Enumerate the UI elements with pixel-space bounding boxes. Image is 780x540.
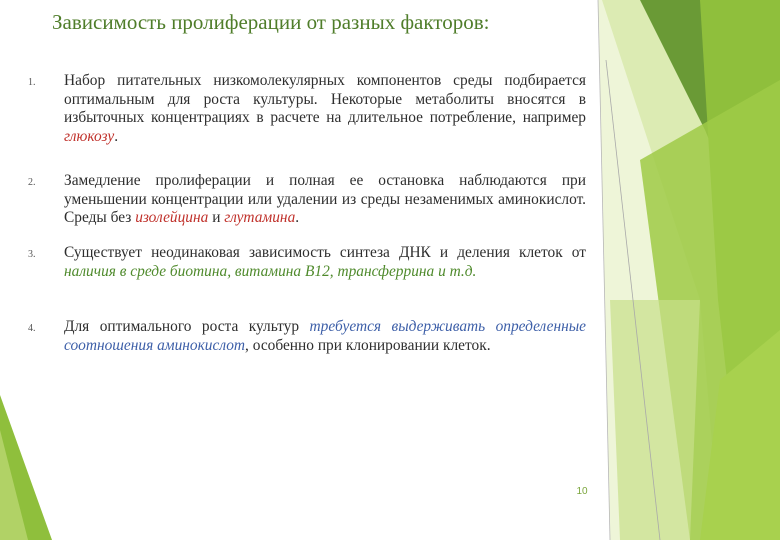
text-segment: . (114, 127, 119, 145)
list-item-number: 1. (28, 77, 36, 88)
highlighted-term: изолейцина (135, 209, 209, 227)
page-number: 10 (576, 486, 588, 497)
text-segment: Замедление пролиферации и полная ее остановка наблюдаются при уменьшении концентрации или удалении из среды незаменимых аминокислот. Среды без (64, 172, 586, 227)
highlighted-term: глутамина (224, 209, 296, 227)
list-item-number: 4. (28, 323, 36, 334)
text-segment: Для оптимального роста культур (64, 318, 310, 335)
text-segment: и (208, 209, 225, 227)
text-segment: Существует неодинаковая зависимость синтеза ДНК и деления клеток от (64, 244, 586, 261)
list-item-text (64, 72, 586, 146)
text-segment: Набор питательных низкомолекулярных компонентов среды подбирается оптимальным для роста культуры. Некоторые метаболиты вносятся в избыточных концентрациях в расчете на длительное потребление, например (64, 72, 586, 127)
list-item-text (64, 244, 586, 281)
highlighted-term: наличия в среде биотина, витамина В12, трансферрина и т.д. (64, 262, 477, 280)
slide-title: Зависимость пролиферации от разных факторов: (52, 10, 490, 34)
right-wedge-lower (610, 300, 700, 540)
list-item-text (64, 318, 586, 355)
text-segment: , особенно при клонировании клеток. (245, 336, 491, 354)
text-segment: . (295, 209, 300, 227)
highlighted-term: требуется выдерживать определенные соотношения аминокислот (64, 318, 586, 354)
highlighted-term: глюкозу (64, 127, 115, 145)
list-item-number: 2. (28, 177, 36, 188)
list-item-number: 3. (28, 249, 36, 260)
list-item-text (64, 172, 586, 228)
